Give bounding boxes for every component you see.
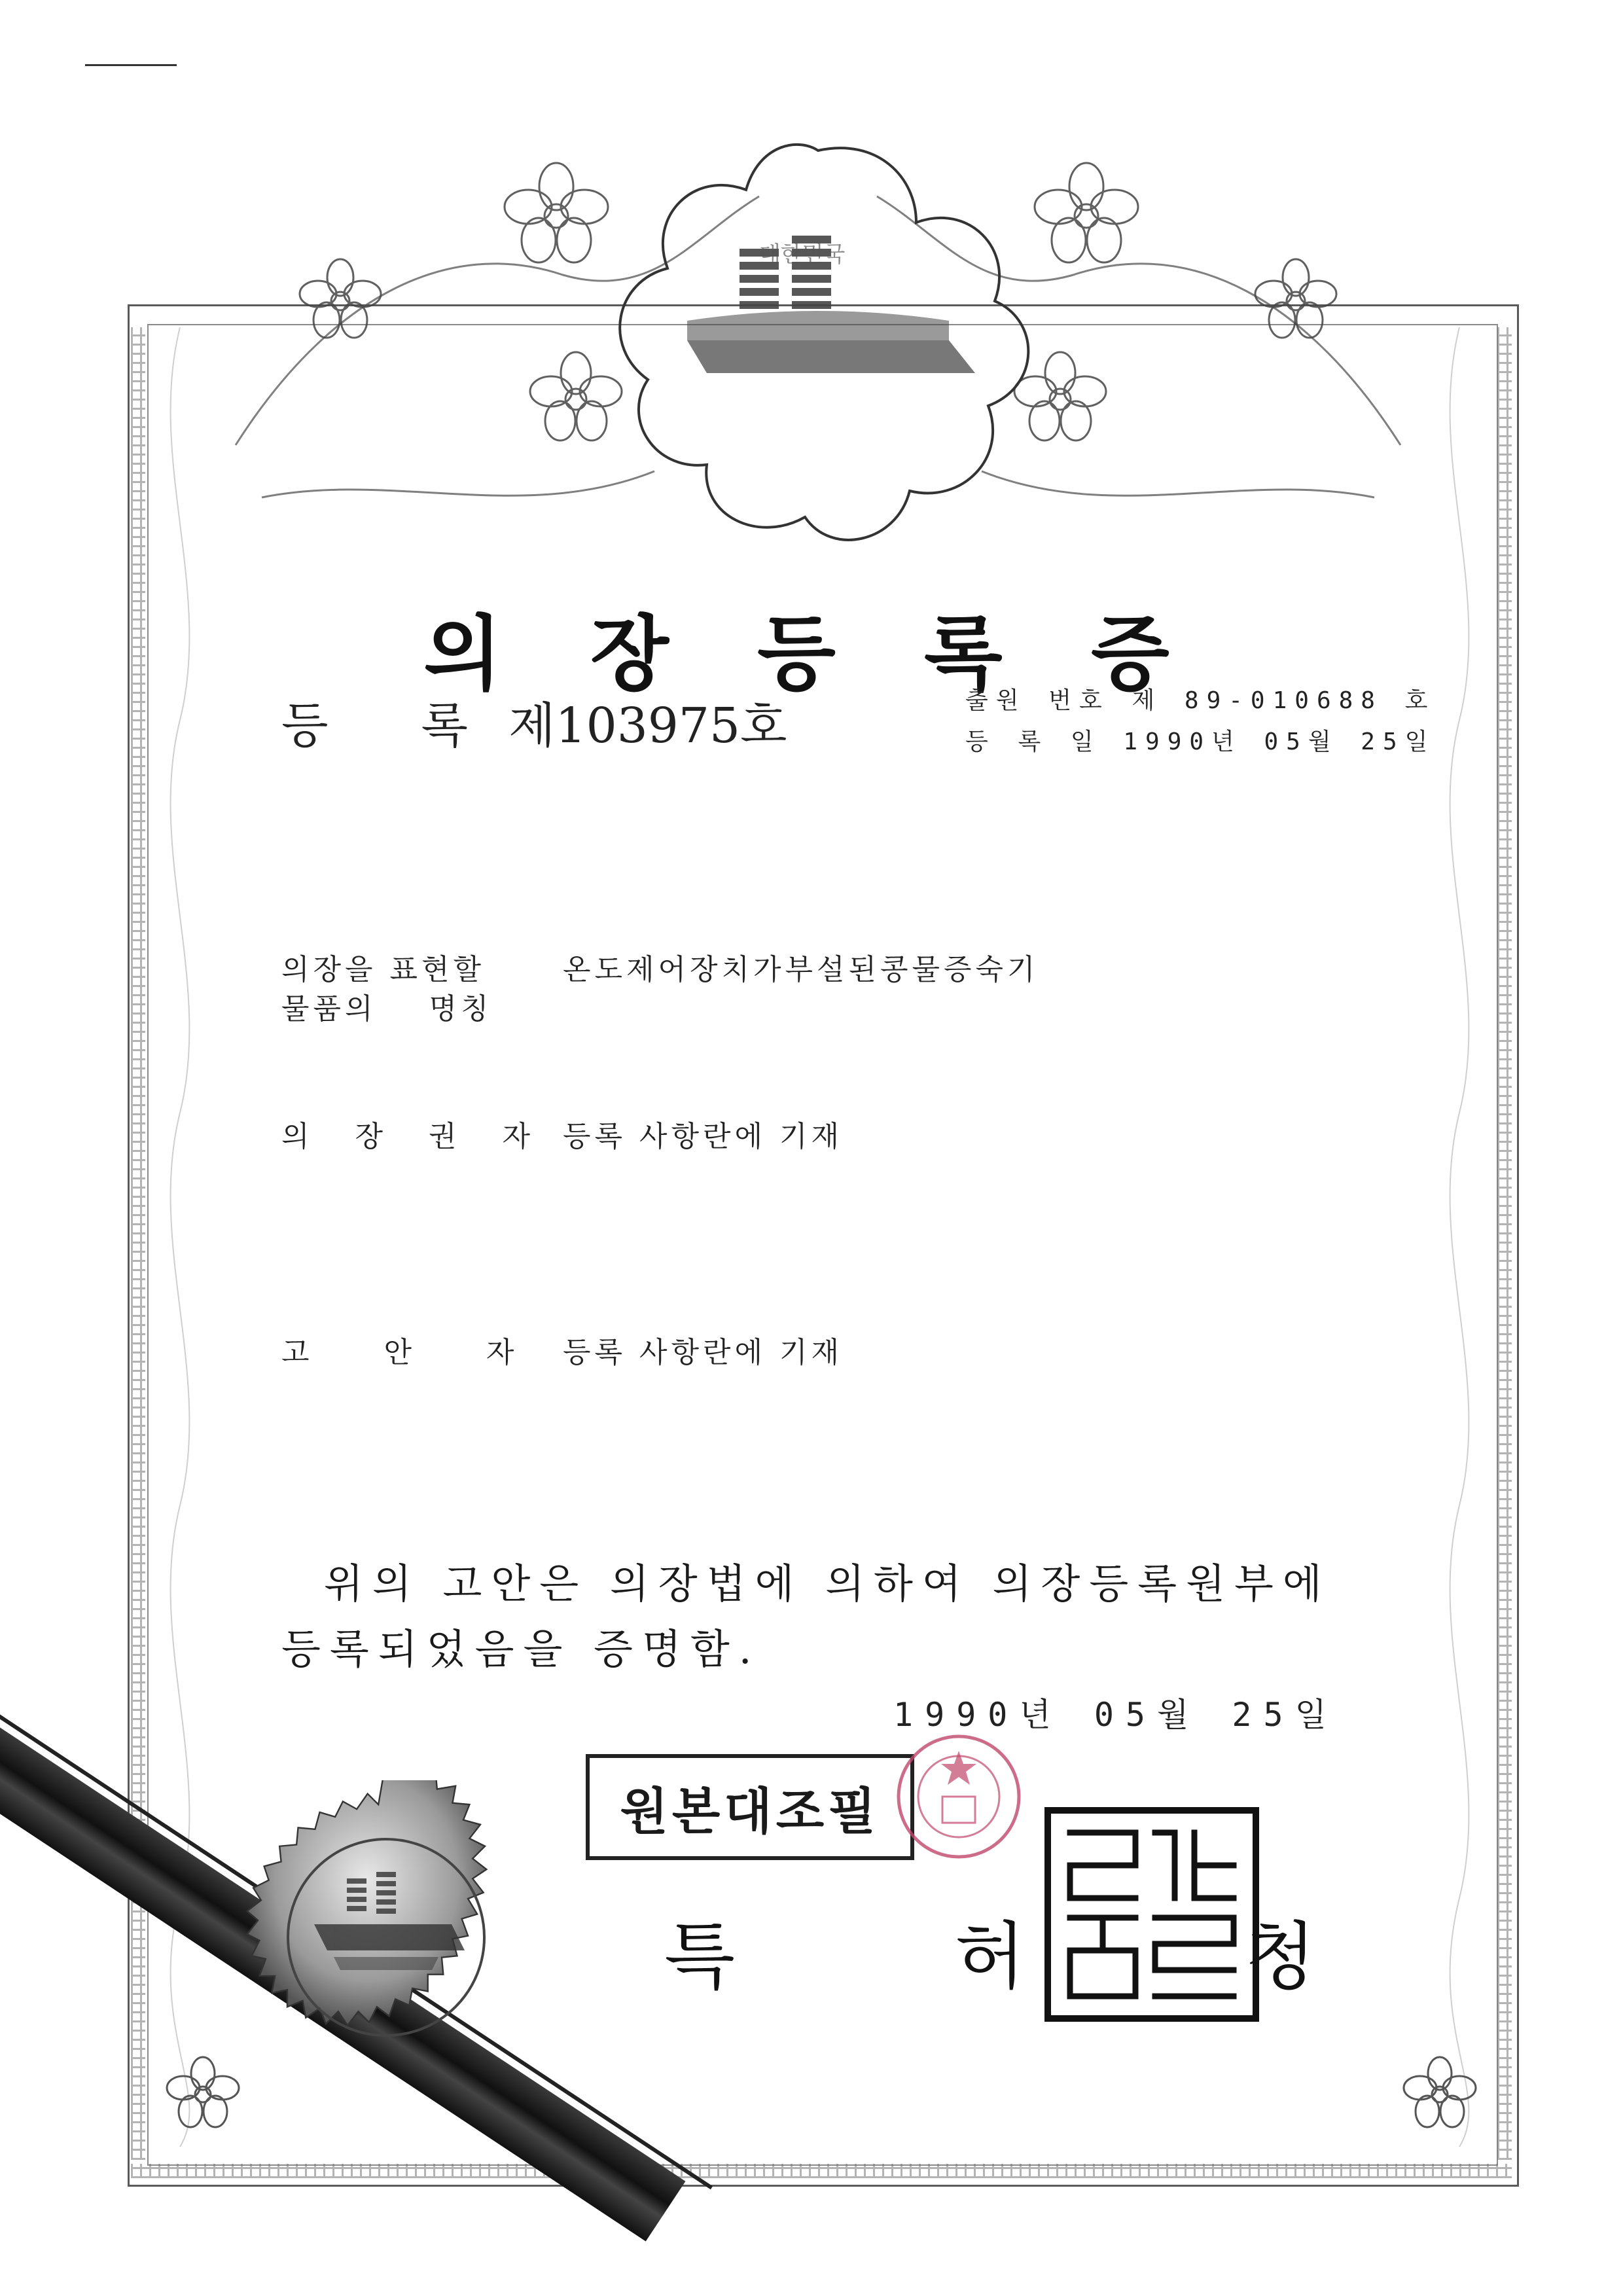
owner-value: 등록 사항란에 기재 bbox=[563, 1120, 844, 1153]
creator-value: 등록 사항란에 기재 bbox=[563, 1336, 844, 1369]
embossed-seal bbox=[229, 1780, 543, 2094]
reg-label-2: 록 bbox=[421, 698, 469, 754]
registration-date: 등 록 일 1990년 05월 25일 bbox=[965, 728, 1436, 755]
issue-date: 1990년 05월 25일 bbox=[893, 1696, 1338, 1734]
owner-label: 의 장 권 자 bbox=[281, 1120, 548, 1153]
red-round-seal bbox=[890, 1728, 1027, 1865]
reg-label-1: 등 bbox=[281, 698, 329, 754]
registration-number bbox=[281, 687, 787, 757]
square-official-seal bbox=[1044, 1806, 1260, 2022]
bottom-left-flower bbox=[157, 2049, 249, 2140]
bottom-right-flower bbox=[1394, 2049, 1486, 2140]
original-verified-text: 원본대조필 bbox=[620, 1782, 880, 1840]
border-pattern-bottom bbox=[131, 2164, 1512, 2178]
creator-label: 고 안 자 bbox=[281, 1336, 526, 1369]
article-name-label-line1: 의장을 표현할 bbox=[281, 953, 486, 986]
article-name-value: 온도제어장치가부설된콩물증숙기 bbox=[563, 953, 1039, 986]
issuing-office: 특 허 청 bbox=[664, 1914, 1414, 2000]
application-number: 출원 번호 제 89-010688 호 bbox=[965, 687, 1436, 714]
original-verified-stamp bbox=[586, 1754, 914, 1860]
certificate-title: 의 장 등 록 증 bbox=[423, 607, 1200, 702]
statement-line-1: 위의 고안은 의장법에 의하여 의장등록원부에 bbox=[324, 1560, 1331, 1607]
reg-number-value: 제103975호 bbox=[508, 698, 787, 754]
top-floral-emblem bbox=[196, 105, 1440, 576]
article-name-label-line2: 물품의 명칭 bbox=[281, 992, 493, 1026]
statement-line-2: 등록되었음을 증명함. bbox=[281, 1625, 761, 1673]
scan-mark-top-left bbox=[85, 64, 177, 66]
svg-text:대한민국: 대한민국 bbox=[759, 242, 846, 268]
